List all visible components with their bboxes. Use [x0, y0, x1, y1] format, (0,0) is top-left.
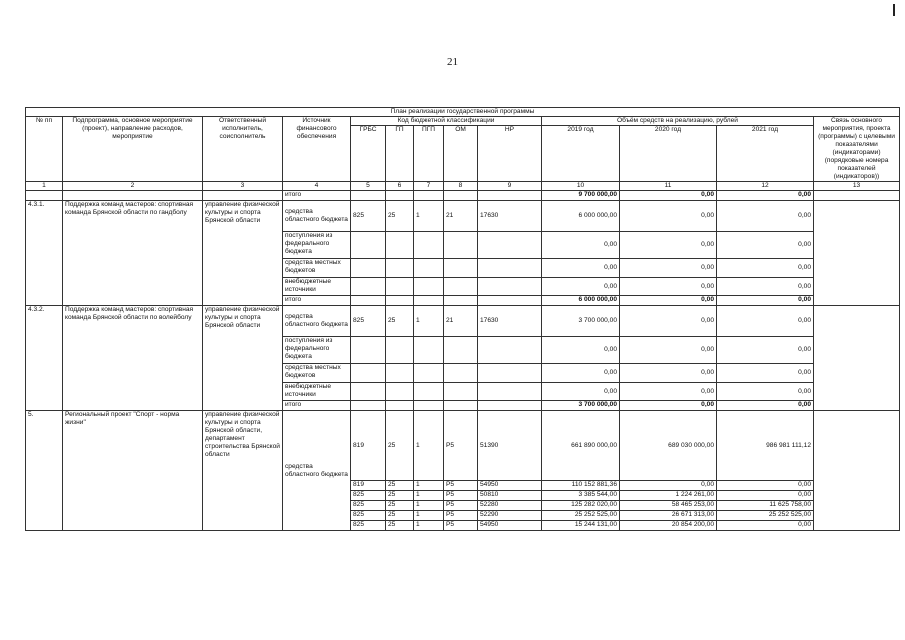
row-nr: 52290: [478, 511, 542, 521]
row-nr: 51390: [478, 411, 542, 481]
column-number: 8: [444, 182, 478, 191]
row-2020: 0,00: [620, 364, 717, 383]
header-link: Связь основного мероприятия, проекта (программы) с целевыми показателями (индикаторами) (порядковые номера показателей (индикаторов)): [814, 117, 900, 182]
header-responsible: Ответственный исполнитель, соисполнитель: [203, 117, 283, 182]
header-num: № пп: [26, 117, 63, 182]
row-responsible: управление физической культуры и спорта Брянской области: [203, 306, 283, 411]
row-om: P5: [444, 481, 478, 491]
row-grbs: 825: [351, 501, 386, 511]
row-pgp: 1: [414, 521, 444, 531]
row-grbs: 819: [351, 481, 386, 491]
row-om: P5: [444, 511, 478, 521]
row-nr: 52280: [478, 501, 542, 511]
margin-mark: [893, 4, 895, 16]
row-gp: 25: [386, 501, 414, 511]
row-2021: 0,00: [717, 201, 814, 232]
header-nr: НР: [478, 126, 542, 182]
row-name: Поддержка команд мастеров: спортивная команда Брянской области по гандболу: [63, 201, 203, 306]
row-pgp: 1: [414, 511, 444, 521]
column-number: 11: [620, 182, 717, 191]
row-gp: 25: [386, 491, 414, 501]
row-2020: 0,00: [620, 337, 717, 364]
row-om: P5: [444, 521, 478, 531]
row-2020: 0,00: [620, 259, 717, 278]
row-pgp: 1: [414, 306, 444, 337]
row-grbs: 825: [351, 521, 386, 531]
row-pgp: 1: [414, 411, 444, 481]
row-om: P5: [444, 491, 478, 501]
row-nr: 54950: [478, 481, 542, 491]
header-source: Источник финансового обеспечения: [283, 117, 351, 182]
row-2021: 0,00: [717, 491, 814, 501]
row-nr: 17630: [478, 306, 542, 337]
page-number: 21: [447, 56, 458, 68]
column-number: 2: [63, 182, 203, 191]
column-numbers-row: [26, 182, 900, 191]
row-grbs: 825: [351, 201, 386, 232]
header-gp: ГП: [386, 126, 414, 182]
row-2021: 0,00: [717, 306, 814, 337]
column-number: 3: [203, 182, 283, 191]
row-num: 5.: [26, 411, 63, 531]
total-2021: 0,00: [717, 401, 814, 411]
row-2020: 20 854 200,00: [620, 521, 717, 531]
header-pgp: ПГП: [414, 126, 444, 182]
row-2021: 0,00: [717, 521, 814, 531]
row-om: P5: [444, 411, 478, 481]
row-pgp: 1: [414, 201, 444, 232]
row-2019: 0,00: [542, 337, 620, 364]
row-2019: 0,00: [542, 278, 620, 296]
column-number: 6: [386, 182, 414, 191]
header-name: Подпрограмма, основное мероприятие (проект), направление расходов, мероприятие: [63, 117, 203, 182]
total-2019: 3 700 000,00: [542, 401, 620, 411]
row-source: внебюджетные источники: [283, 278, 351, 296]
row-om: 21: [444, 306, 478, 337]
total-2019: 9 700 000,00: [542, 191, 620, 201]
row-source: средства областного бюджета: [283, 201, 351, 232]
row-2021: 0,00: [717, 364, 814, 383]
row-2019: 15 244 131,00: [542, 521, 620, 531]
total-label: итого: [283, 191, 351, 201]
total-label: итого: [283, 401, 351, 411]
row-source: средства областного бюджета: [283, 306, 351, 337]
row-nr: 50810: [478, 491, 542, 501]
row-responsible: управление физической культуры и спорта Брянской области: [203, 201, 283, 306]
header-2019: 2019 год: [542, 126, 620, 182]
header-2020: 2020 год: [620, 126, 717, 182]
total-2020: 0,00: [620, 401, 717, 411]
row-source: поступления из федерального бюджета: [283, 337, 351, 364]
row-gp: 25: [386, 511, 414, 521]
row-pgp: 1: [414, 491, 444, 501]
program-plan-table: [25, 107, 900, 531]
row-responsible: управление физической культуры и спорта Брянской области, департамент строительства Брянской области: [203, 411, 283, 531]
row-2020: 26 671 313,00: [620, 511, 717, 521]
row-pgp: 1: [414, 501, 444, 511]
row-2021: 0,00: [717, 259, 814, 278]
total-2019: 6 000 000,00: [542, 296, 620, 306]
row-2020: 58 465 253,00: [620, 501, 717, 511]
row-source: средства местных бюджетов: [283, 259, 351, 278]
header-om: ОМ: [444, 126, 478, 182]
total-label: итого: [283, 296, 351, 306]
row-2019: 6 000 000,00: [542, 201, 620, 232]
row-gp: 25: [386, 411, 414, 481]
row-2020: 0,00: [620, 481, 717, 491]
row-2020: 0,00: [620, 306, 717, 337]
row-gp: 25: [386, 521, 414, 531]
row-2021: 0,00: [717, 232, 814, 259]
row-2019: 110 152 881,36: [542, 481, 620, 491]
column-number: 9: [478, 182, 542, 191]
row-name: Поддержка команд мастеров: спортивная команда Брянской области по волейболу: [63, 306, 203, 411]
row-2021: 0,00: [717, 337, 814, 364]
row-2019: 3 385 544,00: [542, 491, 620, 501]
row-2019: 0,00: [542, 383, 620, 401]
row-2020: 0,00: [620, 201, 717, 232]
total-2020: 0,00: [620, 296, 717, 306]
row-num: 4.3.1.: [26, 201, 63, 306]
row-2021: 0,00: [717, 481, 814, 491]
column-number: 12: [717, 182, 814, 191]
row-2020: 0,00: [620, 383, 717, 401]
table-row: [26, 411, 900, 481]
row-2020: 0,00: [620, 232, 717, 259]
table-row: [26, 306, 900, 337]
column-number: 10: [542, 182, 620, 191]
row-2019: 0,00: [542, 259, 620, 278]
header-grbs: ГРБС: [351, 126, 386, 182]
header-volume: Объём средств на реализацию, рублей: [542, 117, 814, 126]
row-om: P5: [444, 501, 478, 511]
table-row: [26, 201, 900, 232]
row-om: 21: [444, 201, 478, 232]
row-2019: 661 890 000,00: [542, 411, 620, 481]
column-number: 13: [814, 182, 900, 191]
row-2019: 0,00: [542, 232, 620, 259]
row-2019: 3 700 000,00: [542, 306, 620, 337]
row-source: средства местных бюджетов: [283, 364, 351, 383]
header-kbk: Код бюджетной классификации: [351, 117, 542, 126]
row-source: средства областного бюджета: [283, 411, 351, 531]
row-2020: 689 030 000,00: [620, 411, 717, 481]
table-title: План реализации государственной программы: [26, 108, 900, 117]
row-grbs: 819: [351, 411, 386, 481]
row-source: внебюджетные источники: [283, 383, 351, 401]
row-nr: 17630: [478, 201, 542, 232]
row-2021: 0,00: [717, 383, 814, 401]
row-num: 4.3.2.: [26, 306, 63, 411]
row-grbs: 825: [351, 511, 386, 521]
column-number: 5: [351, 182, 386, 191]
row-gp: 25: [386, 201, 414, 232]
row-pgp: 1: [414, 481, 444, 491]
row-2020: 1 224 261,00: [620, 491, 717, 501]
row-2021: 25 252 525,00: [717, 511, 814, 521]
row-2019: 25 252 525,00: [542, 511, 620, 521]
row-gp: 25: [386, 306, 414, 337]
total-2021: 0,00: [717, 296, 814, 306]
row-grbs: 825: [351, 491, 386, 501]
row-name: Региональный проект "Спорт - норма жизни": [63, 411, 203, 531]
row-2020: 0,00: [620, 278, 717, 296]
row-source: поступления из федерального бюджета: [283, 232, 351, 259]
total-2020: 0,00: [620, 191, 717, 201]
total-2021: 0,00: [717, 191, 814, 201]
row-2021: 11 625 758,00: [717, 501, 814, 511]
row-2021: 986 981 111,12: [717, 411, 814, 481]
row-2021: 0,00: [717, 278, 814, 296]
row-nr: 54950: [478, 521, 542, 531]
header-2021: 2021 год: [717, 126, 814, 182]
row-grbs: 825: [351, 306, 386, 337]
row-gp: 25: [386, 481, 414, 491]
total-row: [26, 191, 900, 201]
column-number: 1: [26, 182, 63, 191]
column-number: 4: [283, 182, 351, 191]
row-2019: 0,00: [542, 364, 620, 383]
row-2019: 125 282 020,00: [542, 501, 620, 511]
column-number: 7: [414, 182, 444, 191]
